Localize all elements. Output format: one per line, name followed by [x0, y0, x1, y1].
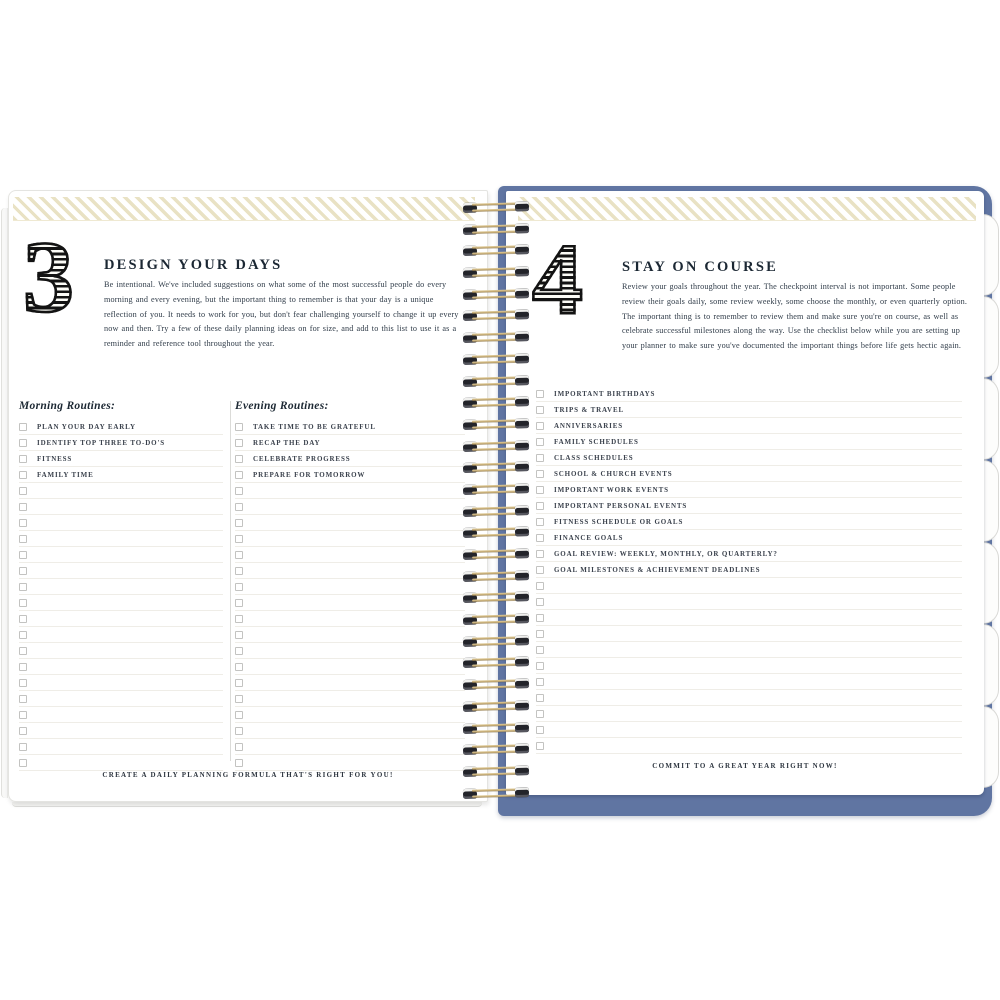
checkbox[interactable]: [19, 711, 27, 719]
checklist-row: [19, 643, 223, 659]
intro-paragraph: Review your goals throughout the year. The checkpoint interval is not important. Some people review their goals daily, some review weekly, some choose the monthly, or even quarterly option. The important thing is to remember to review them and make sure you're on course, as well as celebrate successful milestones along the way. Use the checklist below while you are setting up your planner to make sure you've documented the important things before life gets hectic again.: [622, 282, 968, 351]
checklist-row: [235, 755, 465, 771]
checklist-row: [235, 627, 465, 643]
binding-coil: [463, 700, 529, 712]
checklist-row: [19, 435, 223, 451]
chapter-number: 4: [532, 223, 583, 336]
checkbox[interactable]: [235, 599, 243, 607]
column-heading: Evening Routines:: [235, 400, 329, 412]
checklist-row: [19, 659, 223, 675]
checkbox[interactable]: [235, 663, 243, 671]
checkbox[interactable]: [19, 535, 27, 543]
checkbox[interactable]: [235, 679, 243, 687]
checklist-row: [536, 738, 962, 754]
checklist-label: FITNESS: [37, 454, 73, 463]
checklist-row: [19, 531, 223, 547]
checklist-row: [235, 515, 465, 531]
checkbox[interactable]: [19, 423, 27, 431]
checklist-row: [536, 418, 962, 434]
binding-coil: [463, 526, 529, 538]
checklist-row: [19, 739, 223, 755]
checkbox[interactable]: [536, 646, 544, 654]
checkbox[interactable]: [19, 455, 27, 463]
checklist-row: [235, 675, 465, 691]
checklist-label: PLAN YOUR DAY EARLY: [37, 422, 136, 431]
checklist-row: [536, 402, 962, 418]
checklist-row: [19, 499, 223, 515]
checklist-label: FAMILY TIME: [37, 470, 94, 479]
page-title: STAY ON COURSE: [622, 259, 778, 275]
checkbox[interactable]: [19, 439, 27, 447]
intro-paragraph: Be intentional. We've included suggestions on what some of the most successful people do every morning and every evening, but the important thing to remember is that your day is a unique reflection of you. It needs to work for you, but don't fear challenging yourself to change it up every now and then. Try a few of these daily planning ideas on for size, and add to this list to use it as a reminder and reference tool throughout the year.: [104, 280, 459, 349]
checkbox[interactable]: [235, 455, 243, 463]
checklist-row: [536, 690, 962, 706]
binding-coil: [463, 396, 529, 408]
checkbox[interactable]: [235, 471, 243, 479]
checkbox[interactable]: [19, 567, 27, 575]
checklist-row: [19, 467, 223, 483]
checklist-row: [536, 578, 962, 594]
checklist-label: IMPORTANT BIRTHDAYS: [554, 389, 656, 398]
checkbox[interactable]: [536, 566, 544, 574]
checklist-label: GOAL MILESTONES & ACHIEVEMENT DEADLINES: [554, 565, 761, 574]
striped-header-band: [13, 197, 475, 221]
stay-on-course-checklist: [536, 386, 962, 754]
checklist-row: [19, 611, 223, 627]
checklist-row: [235, 467, 465, 483]
binding-coil: [463, 418, 529, 430]
checkbox[interactable]: [536, 582, 544, 590]
binding-coil: [463, 678, 529, 690]
checklist-label: IDENTIFY TOP THREE TO-DO'S: [37, 438, 165, 447]
checklist-row: [536, 514, 962, 530]
checklist-row: [19, 755, 223, 771]
checkbox[interactable]: [536, 470, 544, 478]
checklist-row: [235, 707, 465, 723]
binding-coil: [463, 613, 529, 625]
checklist-row: [235, 531, 465, 547]
checkbox[interactable]: [536, 486, 544, 494]
binding-coil: [463, 375, 529, 387]
checklist-label: GOAL REVIEW: WEEKLY, MONTHLY, OR QUARTERLY?: [554, 549, 778, 558]
checklist-row: [536, 610, 962, 626]
checklist-row: [19, 595, 223, 611]
checkbox[interactable]: [235, 727, 243, 735]
checklist-row: [235, 643, 465, 659]
binding-coil: [463, 440, 529, 452]
checklist-row: [536, 642, 962, 658]
chapter-number: 3: [23, 221, 74, 334]
checklist-row: [235, 611, 465, 627]
checklist-row: [19, 579, 223, 595]
left-page-stack-bottom-edge: [12, 802, 482, 807]
checkbox[interactable]: [536, 678, 544, 686]
checklist-row: [536, 658, 962, 674]
checklist-row: [19, 547, 223, 563]
checkbox[interactable]: [19, 631, 27, 639]
checkbox[interactable]: [235, 711, 243, 719]
checkbox[interactable]: [235, 743, 243, 751]
checkbox[interactable]: [19, 551, 27, 559]
checklist-row: [19, 707, 223, 723]
binding-coil: [463, 591, 529, 603]
checkbox[interactable]: [536, 630, 544, 638]
binding-coil: [463, 310, 529, 322]
binding-coil: [463, 461, 529, 473]
binding-coil: [463, 722, 529, 734]
checkbox[interactable]: [536, 438, 544, 446]
checkbox[interactable]: [235, 567, 243, 575]
binding-coil: [463, 657, 529, 669]
checkbox[interactable]: [19, 663, 27, 671]
checkbox[interactable]: [19, 679, 27, 687]
checklist-row: [19, 563, 223, 579]
checkbox[interactable]: [235, 631, 243, 639]
binding-coil: [463, 244, 529, 256]
checklist-row: [536, 722, 962, 738]
checklist-row: [235, 659, 465, 675]
binding-coil: [463, 331, 529, 343]
checklist-rows: [536, 386, 962, 754]
striped-header-band: [518, 197, 976, 221]
checklist-row: [19, 419, 223, 435]
binding-coil: [463, 505, 529, 517]
checklist-row: [536, 498, 962, 514]
checkbox[interactable]: [235, 759, 243, 767]
checklist-row: [536, 450, 962, 466]
checklist-label: RECAP THE DAY: [253, 438, 321, 447]
checkbox[interactable]: [536, 662, 544, 670]
checklist-row: [19, 451, 223, 467]
binding-coil: [463, 548, 529, 560]
checkbox[interactable]: [235, 535, 243, 543]
checklist-row: [235, 419, 465, 435]
checklist-row: [235, 547, 465, 563]
checklist-row: [235, 435, 465, 451]
checklist-label: ANNIVERSARIES: [554, 421, 624, 430]
checkbox[interactable]: [19, 727, 27, 735]
checkbox[interactable]: [235, 695, 243, 703]
checkbox[interactable]: [19, 615, 27, 623]
binding-coil: [463, 743, 529, 755]
checklist-row: [19, 675, 223, 691]
checkbox[interactable]: [536, 742, 544, 750]
checklist-row: [235, 483, 465, 499]
checkbox[interactable]: [536, 614, 544, 622]
checkbox[interactable]: [19, 599, 27, 607]
binding-coil: [463, 353, 529, 365]
checkbox[interactable]: [536, 422, 544, 430]
left-page: [8, 190, 488, 802]
column-heading: Morning Routines:: [19, 400, 116, 412]
checklist-row: [235, 579, 465, 595]
checklist-rows: [19, 419, 223, 771]
checklist-row: [536, 626, 962, 642]
checklist-label: SCHOOL & CHURCH EVENTS: [554, 469, 673, 478]
page-title: DESIGN YOUR DAYS: [104, 257, 283, 273]
column-divider: [230, 401, 231, 761]
binding-coil: [463, 288, 529, 300]
checkbox[interactable]: [536, 454, 544, 462]
checkbox[interactable]: [536, 694, 544, 702]
right-page: [506, 191, 984, 795]
checklist-row: [536, 546, 962, 562]
checklist-rows: [235, 419, 465, 771]
checklist-label: FAMILY SCHEDULES: [554, 437, 639, 446]
checklist-row: [19, 723, 223, 739]
checklist-row: [536, 562, 962, 578]
binding-coil: [463, 787, 529, 799]
checkbox[interactable]: [536, 518, 544, 526]
checkbox[interactable]: [19, 743, 27, 751]
checklist-row: [235, 499, 465, 515]
binding-coil: [463, 635, 529, 647]
checkbox[interactable]: [19, 695, 27, 703]
checklist-row: [19, 691, 223, 707]
checkbox[interactable]: [536, 390, 544, 398]
checklist-row: [536, 482, 962, 498]
checkbox[interactable]: [235, 551, 243, 559]
checklist-label: TRIPS & TRAVEL: [554, 405, 624, 414]
checkbox[interactable]: [536, 534, 544, 542]
checklist-label: PREPARE FOR TOMORROW: [253, 470, 366, 479]
evening-routines-list: [235, 400, 465, 771]
morning-routines-list: [19, 400, 223, 771]
checklist-row: [235, 723, 465, 739]
checkbox[interactable]: [235, 647, 243, 655]
checklist-row: [536, 674, 962, 690]
checklist-row: [19, 483, 223, 499]
checkbox[interactable]: [19, 759, 27, 767]
checklist-label: CLASS SCHEDULES: [554, 453, 634, 462]
left-page-stack-edge: [1, 208, 8, 798]
binding-coil: [463, 765, 529, 777]
checkbox[interactable]: [19, 519, 27, 527]
checklist-row: [536, 466, 962, 482]
checklist-row: [536, 594, 962, 610]
checklist-row: [19, 627, 223, 643]
checkbox[interactable]: [235, 503, 243, 511]
checklist-label: FITNESS SCHEDULE OR GOALS: [554, 517, 684, 526]
binding-coil: [463, 570, 529, 582]
checklist-label: CELEBRATE PROGRESS: [253, 454, 351, 463]
checkbox[interactable]: [536, 710, 544, 718]
checkbox[interactable]: [235, 439, 243, 447]
checkbox[interactable]: [536, 598, 544, 606]
checklist-row: [536, 386, 962, 402]
checklist-row: [235, 691, 465, 707]
checklist-row: [536, 706, 962, 722]
checkbox[interactable]: [235, 519, 243, 527]
checkbox[interactable]: [19, 487, 27, 495]
checkbox[interactable]: [536, 406, 544, 414]
checkbox[interactable]: [19, 583, 27, 591]
checkbox[interactable]: [19, 647, 27, 655]
binding-coil: [463, 223, 529, 235]
checkbox[interactable]: [536, 726, 544, 734]
checkbox[interactable]: [19, 471, 27, 479]
binding-coil: [463, 201, 529, 213]
page-footer-text: CREATE A DAILY PLANNING FORMULA THAT'S RIGHT FOR YOU!: [102, 771, 394, 779]
checklist-row: [235, 739, 465, 755]
checkbox[interactable]: [536, 502, 544, 510]
checklist-row: [235, 563, 465, 579]
checklist-row: [19, 515, 223, 531]
page-footer-text: COMMIT TO A GREAT YEAR RIGHT NOW!: [652, 762, 838, 770]
checkbox[interactable]: [19, 503, 27, 511]
checklist-row: [235, 595, 465, 611]
binding-coil: [463, 483, 529, 495]
checkbox[interactable]: [536, 550, 544, 558]
checklist-row: [536, 530, 962, 546]
checklist-label: IMPORTANT WORK EVENTS: [554, 485, 669, 494]
checkbox[interactable]: [235, 487, 243, 495]
binding-coil: [463, 266, 529, 278]
checkbox[interactable]: [235, 583, 243, 591]
checkbox[interactable]: [235, 615, 243, 623]
checklist-row: [536, 434, 962, 450]
checklist-label: TAKE TIME TO BE GRATEFUL: [253, 422, 376, 431]
checklist-row: [235, 451, 465, 467]
checkbox[interactable]: [235, 423, 243, 431]
checklist-label: IMPORTANT PERSONAL EVENTS: [554, 501, 688, 510]
checklist-label: FINANCE GOALS: [554, 533, 624, 542]
spiral-binding: [463, 202, 529, 809]
